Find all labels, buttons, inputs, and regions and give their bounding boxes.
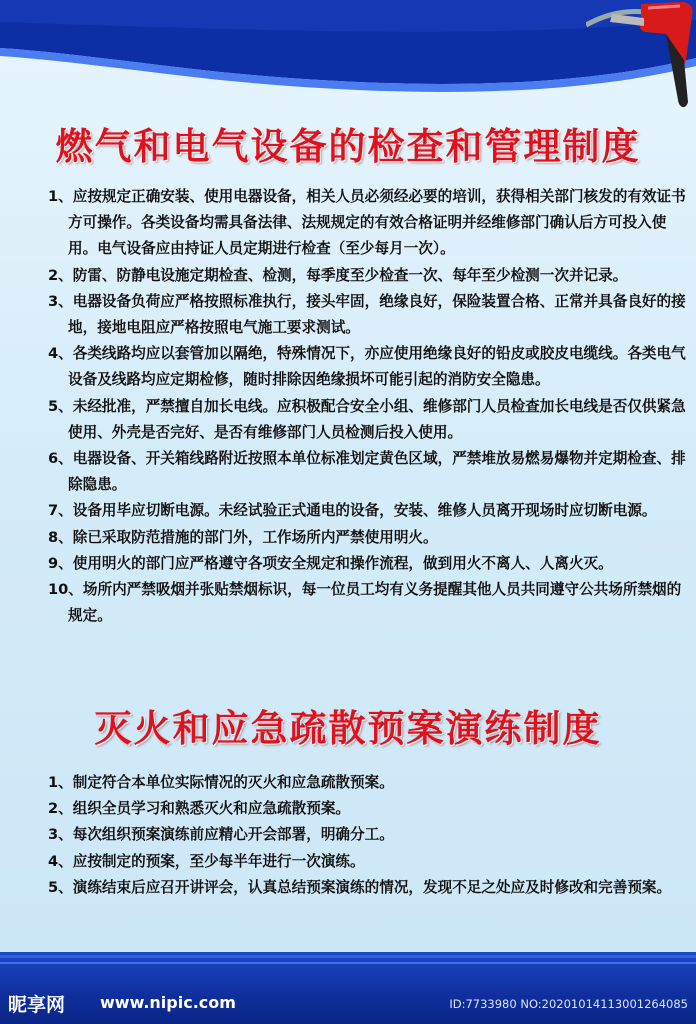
section-fire-evacuation-rules — [48, 770, 692, 901]
drill-item: 2、组织全员学习和熟悉灭火和应急疏散预案。 — [48, 800, 351, 818]
rule-item: 1、应按规定正确安装、使用电器设备，相关人员必须经必要的培训，获得相关部门核发的有效证书方可操作。各类设备均需具备法律、法规规定的有效合格证明并经维修部门确认后方可投入使用。电气设备应由持证人员定期进行检查（至少每月一次）。 — [48, 188, 686, 258]
watermark-url: www.nipic.com — [100, 993, 236, 1012]
watermark-id: ID:7733980 NO:20201014113001264085 — [449, 997, 688, 1011]
drill-item: 3、每次组织预案演练前应精心开会部署，明确分工。 — [48, 826, 394, 844]
bottom-divider-line — [0, 962, 696, 964]
rule-item: 7、设备用毕应切断电源。未经试验正式通电的设备，安装、维修人员离开现场时应切断电源。 — [48, 502, 657, 520]
title-gas-electrical-inspection: 燃气和电气设备的检查和管理制度 — [55, 124, 641, 168]
rule-item: 10、场所内严禁吸烟并张贴禁烟标识，每一位员工均有义务提醒其他人员共同遵守公共场所禁烟的规定。 — [48, 581, 682, 625]
rule-item: 3、电器设备负荷应严格按照标准执行，接头牢固，绝缘良好，保险装置合格、正常并具备良好的接地，接地电阻应严格按照电气施工要求测试。 — [48, 292, 686, 337]
rule-item: 8、除已采取防范措施的部门外，工作场所内严禁使用明火。 — [48, 528, 438, 546]
rule-item: 9、使用明火的部门应严格遵守各项安全规定和操作流程，做到用火不离人、人离火灭。 — [48, 554, 613, 572]
drill-item: 5、演练结束后应召开讲评会，认真总结预案演练的情况，发现不足之处应及时修改和完善预案。 — [48, 878, 672, 896]
rule-item: 5、未经批准，严禁擅自加长电线。应积极配合安全小组、维修部门人员检查加长电线是否仅供紧急使用、外壳是否完好、是否有维修部门人员检测后投入使用。 — [48, 397, 686, 441]
rule-item: 2、防雷、防静电设施定期检查、检测，每季度至少检查一次、每年至少检测一次并记录。 — [48, 266, 628, 284]
fuel-nozzle-icon — [586, 0, 696, 120]
rule-item: 6、电器设备、开关箱线路附近按照本单位标准划定黄色区域，严禁堆放易燃易爆物并定期检查、排除隐患。 — [48, 450, 686, 494]
section-gas-electrical-rules — [48, 184, 692, 629]
bottom-divider-line — [0, 955, 696, 958]
rule-item: 4、各类线路均应以套管加以隔绝，特殊情况下，亦应使用绝缘良好的铅皮或胶皮电缆线。各类电气设备及线路均应定期检修，随时排除因绝缘损坏可能引起的消防安全隐患。 — [48, 345, 686, 389]
title-fire-evacuation-drill: 灭火和应急疏散预案演练制度 — [94, 706, 602, 750]
drill-item: 1、制定符合本单位实际情况的灭火和应急疏散预案。 — [48, 774, 394, 791]
watermark-logo: 昵享网 — [8, 994, 66, 1016]
drill-item: 4、应按制定的预案，至少每半年进行一次演练。 — [48, 852, 365, 870]
